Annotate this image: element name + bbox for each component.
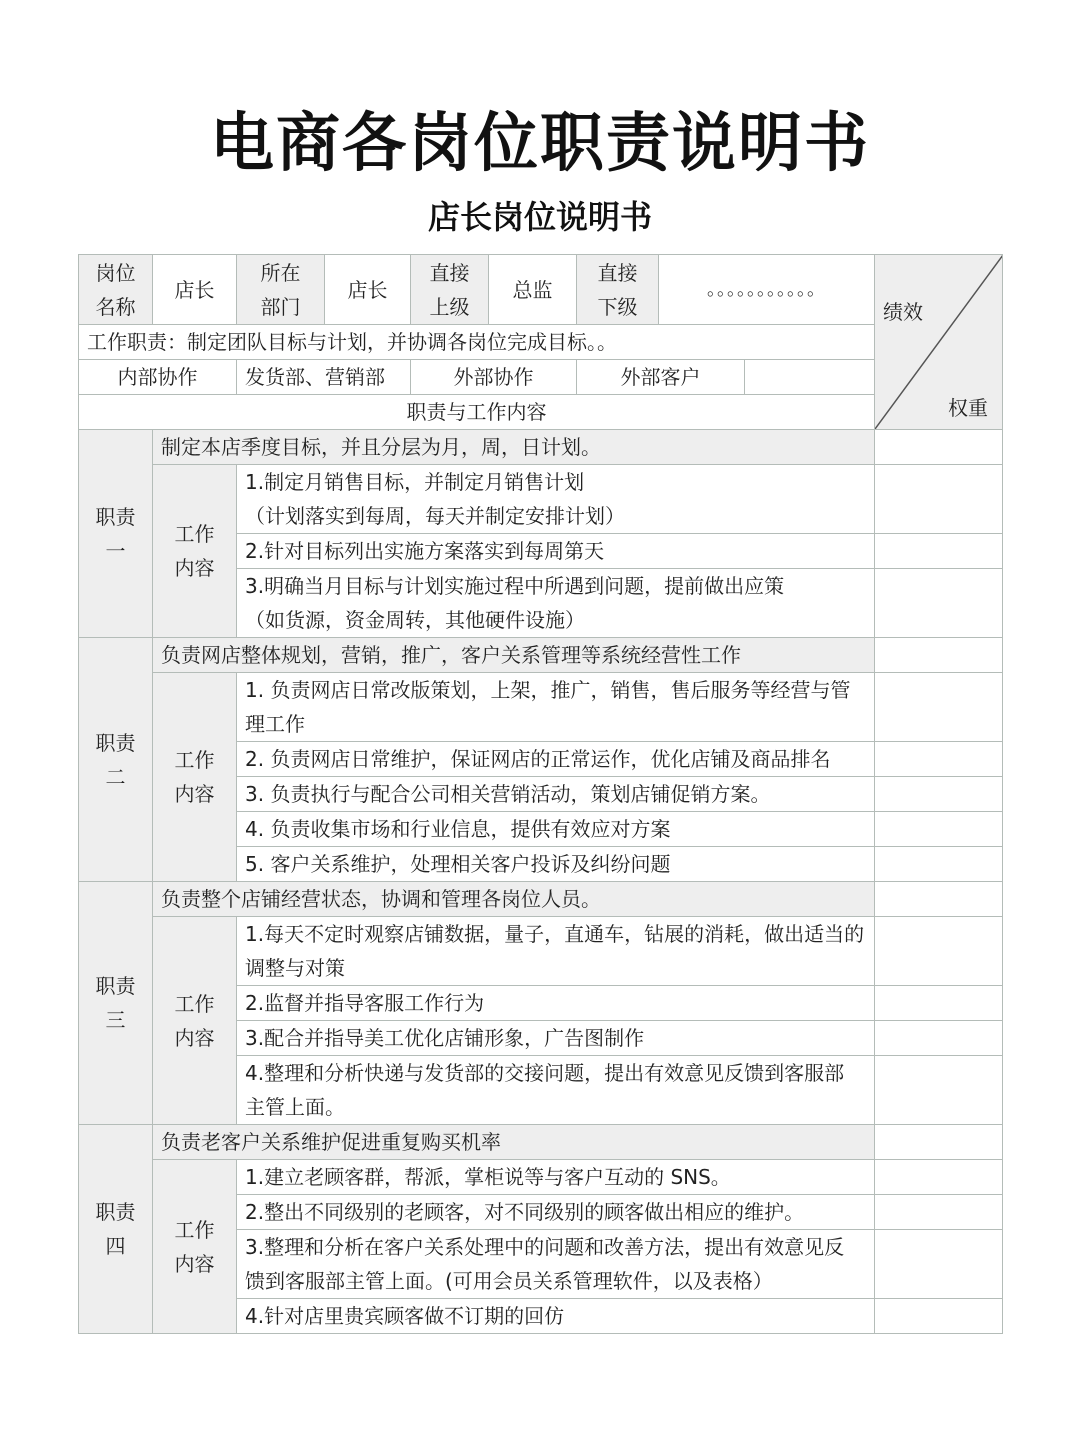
duty-item: 1.每天不定时观察店铺数据，量子，直通车，钻展的消耗，做出适当的 调整与对策 xyxy=(237,917,875,986)
weight-cell xyxy=(875,882,1003,917)
work-content-label: 工作 内容 xyxy=(153,465,237,638)
header-row xyxy=(79,255,1003,325)
duty-item: 1. 负责网店日常改版策划，上架，推广，销售，售后服务等经营与管 理工作 xyxy=(237,673,875,742)
duty-item: 3.明确当月目标与计划实施过程中所遇到问题，提前做出应策 （如货源，资金周转，其他硬件设施） xyxy=(237,569,875,638)
duty-item: 3.整理和分析在客户关系处理中的问题和改善方法，提出有效意见反 馈到客服部主管上面。(可用会员关系管理软件，以及表格） xyxy=(237,1230,875,1299)
kpi-label: 绩效 xyxy=(883,300,923,324)
duty-item: 4.整理和分析快递与发货部的交接问题，提出有效意见反馈到客服部 主管上面。 xyxy=(237,1056,875,1125)
work-content-label: 工作 内容 xyxy=(153,1160,237,1334)
weight-cell xyxy=(875,638,1003,673)
external-label-cell: 外部协作 xyxy=(411,360,577,395)
duty-summary: 负责老客户关系维护促进重复购买机率 xyxy=(153,1125,875,1160)
subordinate-label-cell: 直接 下级 xyxy=(577,255,659,325)
responsibility-table xyxy=(78,254,1003,1334)
superior-value-cell: 总监 xyxy=(489,255,577,325)
duty-item: 1.建立老顾客群，帮派，掌柜说等与客户互动的 SNS。 xyxy=(237,1160,875,1195)
duty-summary: 制定本店季度目标，并且分层为月，周，日计划。 xyxy=(153,430,875,465)
duty-item: 2.针对目标列出实施方案落实到每周第天 xyxy=(237,534,875,569)
duty-summary-row xyxy=(79,1125,1003,1160)
content-header-cell: 职责与工作内容 xyxy=(79,395,875,430)
duty-label-cell: 职责 二 xyxy=(79,638,153,882)
duty-label-cell: 职责 三 xyxy=(79,882,153,1125)
kpi-weight-cell xyxy=(875,255,1003,430)
position-label-cell: 岗位 名称 xyxy=(79,255,153,325)
duty-summary-row xyxy=(79,882,1003,917)
superior-label-cell: 直接 上级 xyxy=(411,255,489,325)
internal-label-cell: 内部协作 xyxy=(79,360,237,395)
page-title: 电商各岗位职责说明书 xyxy=(210,106,870,181)
weight-cell xyxy=(875,430,1003,465)
duty-item: 4.针对店里贵宾顾客做不订期的回仿 xyxy=(237,1299,875,1334)
dept-label-cell: 所在 部门 xyxy=(237,255,325,325)
duty-item: 2. 负责网店日常维护，保证网店的正常运作，优化店铺及商品排名 xyxy=(237,742,875,777)
duty-item: 3. 负责执行与配合公司相关营销活动，策划店铺促销方案。 xyxy=(237,777,875,812)
duty-summary-row xyxy=(79,638,1003,673)
dept-value-cell: 店长 xyxy=(325,255,411,325)
duty-item: 2.监督并指导客服工作行为 xyxy=(237,986,875,1021)
duty-item: 4. 负责收集市场和行业信息，提供有效应对方案 xyxy=(237,812,875,847)
duty-item: 3.配合并指导美工优化店铺形象，广告图制作 xyxy=(237,1021,875,1056)
duty-summary: 负责网店整体规划，营销，推广，客户关系管理等系统经营性工作 xyxy=(153,638,875,673)
page-subtitle: 店长岗位说明书 xyxy=(427,198,652,236)
external-value-cell: 外部客户 xyxy=(577,360,745,395)
duty-label-cell: 职责 一 xyxy=(79,430,153,638)
duty-item: 1.制定月销售目标，并制定月销售计划 （计划落实到每周，每天并制定安排计划） xyxy=(237,465,875,534)
weight-label: 权重 xyxy=(948,396,988,420)
duty-summary: 负责整个店铺经营状态，协调和管理各岗位人员。 xyxy=(153,882,875,917)
duty-label-cell: 职责 四 xyxy=(79,1125,153,1334)
weight-cell xyxy=(875,1125,1003,1160)
position-value-cell: 店长 xyxy=(153,255,237,325)
duty-summary-row xyxy=(79,430,1003,465)
duty-item: 5. 客户关系维护，处理相关客户投诉及纠纷问题 xyxy=(237,847,875,882)
duty-item: 2.整出不同级别的老顾客，对不同级别的顾客做出相应的维护。 xyxy=(237,1195,875,1230)
work-content-label: 工作 内容 xyxy=(153,917,237,1125)
internal-value-cell: 发货部、营销部 xyxy=(237,360,411,395)
subordinate-value-cell: 。。。。。。。。。。。 xyxy=(659,255,875,325)
work-content-label: 工作 内容 xyxy=(153,673,237,882)
work-duty-cell: 工作职责：制定团队目标与计划，并协调各岗位完成目标。。 xyxy=(79,325,875,360)
